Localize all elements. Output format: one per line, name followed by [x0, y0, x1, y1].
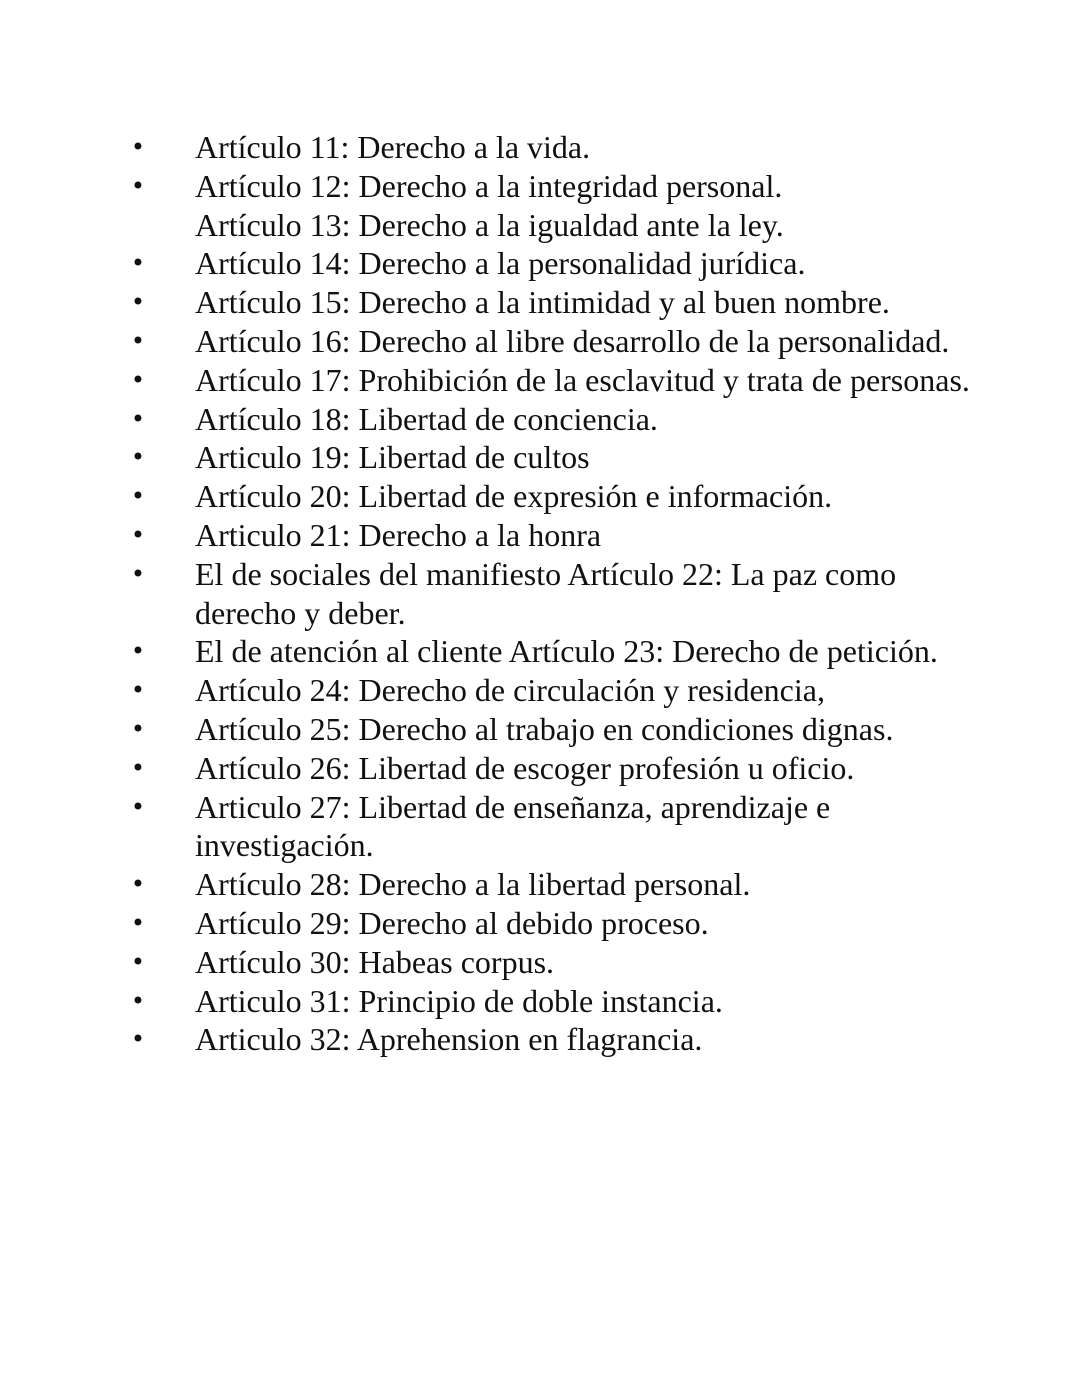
list-item [0, 206, 1080, 245]
bullet-icon: • [130, 326, 146, 355]
list-item [0, 438, 1080, 477]
list-item [0, 128, 1080, 167]
bullet-icon: • [130, 947, 146, 976]
list-item-text: Artículo 25: Derecho al trabajo en condiciones dignas. [195, 710, 894, 747]
bullet-icon: • [130, 133, 146, 161]
bullet-icon: • [130, 288, 146, 317]
list-item [0, 361, 1080, 400]
list-item [0, 982, 1080, 1021]
list-item-text: Artículo 15: Derecho a la intimidad y al buen nombre. [195, 284, 890, 321]
bullet-icon: • [130, 637, 146, 666]
list-item-text: Articulo 19: Libertad de cultos [195, 439, 590, 476]
list-item-text: Articulo 32: Aprehension en flagrancia. [195, 1021, 703, 1058]
list-item-text: El de sociales del manifiesto Artículo 22: La paz como derecho y deber. [195, 555, 897, 631]
list-item [0, 671, 1080, 710]
bullet-icon: • [130, 792, 146, 821]
list-item [0, 322, 1080, 361]
list-item [0, 1020, 1080, 1059]
list-item-text: Artículo 12: Derecho a la integridad personal. [195, 167, 783, 204]
bullet-icon: • [130, 520, 146, 549]
list-item [0, 400, 1080, 439]
article-list [0, 128, 1080, 1059]
list-item [0, 788, 1080, 866]
list-item [0, 244, 1080, 283]
bullet-icon: • [130, 676, 146, 705]
list-item [0, 749, 1080, 788]
list-item [0, 167, 1080, 206]
bullet-icon: • [130, 1025, 146, 1054]
list-item [0, 555, 1080, 633]
list-item-text: Articulo 27: Libertad de enseñanza, aprendizaje e investigación. [195, 788, 831, 864]
bullet-icon: • [130, 714, 146, 743]
list-item-text: Artículo 18: Libertad de conciencia. [195, 400, 658, 437]
list-item-text: Artículo 29: Derecho al debido proceso. [195, 904, 709, 941]
list-item [0, 477, 1080, 516]
list-item [0, 516, 1080, 555]
bullet-icon: • [130, 404, 146, 433]
list-item [0, 904, 1080, 943]
bullet-icon: • [130, 559, 146, 588]
bullet-icon: • [130, 908, 146, 937]
bullet-icon: • [130, 171, 146, 200]
bullet-icon: • [130, 870, 146, 899]
bullet-icon: • [130, 365, 146, 394]
bullet-icon: • [130, 753, 146, 782]
list-item-text: Artículo 13: Derecho a la igualdad ante la ley. [195, 206, 784, 243]
bullet-icon: • [130, 482, 146, 511]
bullet-icon: • [130, 986, 146, 1015]
list-item [0, 865, 1080, 904]
list-item-text: Articulo 31: Principio de doble instancia. [195, 982, 723, 1019]
bullet-icon: • [130, 249, 146, 278]
list-item-text: Artículo 30: Habeas corpus. [195, 943, 555, 980]
list-item [0, 710, 1080, 749]
list-item-text: Artículo 16: Derecho al libre desarrollo de la personalidad. [195, 322, 950, 359]
list-item [0, 632, 1080, 671]
list-item-text: Artículo 20: Libertad de expresión e información. [195, 478, 833, 515]
list-item-text: Artículo 14: Derecho a la personalidad jurídica. [195, 245, 806, 282]
list-item-text: El de atención al cliente Artículo 23: Derecho de petición. [195, 633, 938, 670]
list-item-text: Artículo 28: Derecho a la libertad personal. [195, 866, 751, 903]
list-item-text: Articulo 21: Derecho a la honra [195, 516, 602, 553]
list-item [0, 943, 1080, 982]
list-item-text: Artículo 24: Derecho de circulación y residencia, [195, 672, 825, 709]
list-item-text: Artículo 11: Derecho a la vida. [195, 129, 591, 165]
list-item [0, 283, 1080, 322]
bullet-icon: • [130, 443, 146, 472]
list-item-text: Artículo 26: Libertad de escoger profesión u oficio. [195, 749, 855, 786]
list-item-text: Artículo 17: Prohibición de la esclavitud y trata de personas. [195, 361, 970, 398]
